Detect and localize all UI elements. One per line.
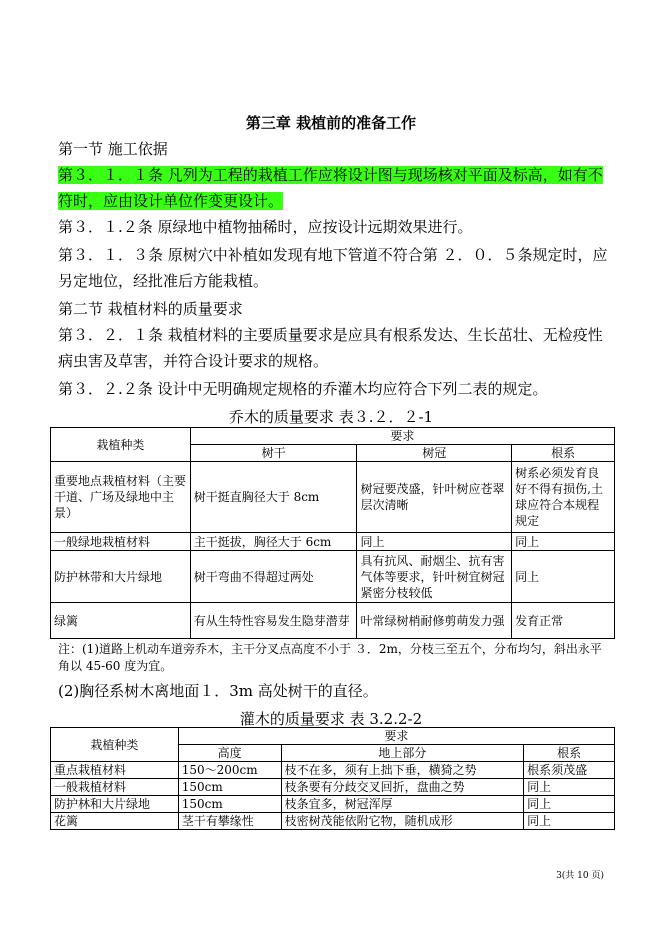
th-root: 根系 — [524, 745, 615, 762]
page-number: 3(共 10 页) — [556, 871, 604, 881]
table-row — [51, 813, 615, 830]
cell-crown: 树冠要茂盛，针叶树应苍翠层次清晰 — [357, 462, 512, 533]
chapter-title: 第三章 栽植前的准备工作 — [245, 114, 417, 132]
table-row — [51, 462, 615, 533]
cell-height: 150～200cm — [178, 762, 281, 779]
clause-3-1-3-line2: 另定地位，经批准后方能栽植。 — [58, 272, 269, 290]
cell-trunk: 主干挺拔，胸径大于 6cm — [190, 533, 357, 551]
table-row — [51, 533, 615, 551]
clause-3-1-2: 第３．１.２条 原绿地中植物抽稀时，应按设计远期效果进行。 — [58, 218, 473, 236]
cell-type: 一般栽植材料 — [51, 779, 179, 796]
clause-3-2-2: 第３．２.２条 设计中无明确规定规格的乔灌木均应符合下列二表的规定。 — [58, 380, 548, 398]
clause-3-1-1 — [58, 162, 606, 214]
cell-type: 绿篱 — [51, 603, 191, 639]
cell-type: 防护林带和大片绿地 — [51, 551, 191, 603]
cell-trunk: 树干弯曲不得超过两处 — [190, 551, 357, 603]
clause-3-2-1 — [58, 322, 606, 374]
cell-crown: 叶常绿树梢耐修剪萌发力强 — [357, 603, 512, 639]
cell-type: 一般绿地栽植材料 — [51, 533, 191, 551]
table-row — [51, 762, 615, 779]
th-type: 栽植种类 — [51, 428, 191, 462]
cell-crown: 具有抗风、耐烟尘、抗有害气体等要求，针叶树宜树冠紧密分枝较低 — [357, 551, 512, 603]
cell-root: 根系须茂盛 — [524, 762, 615, 779]
th-root: 根系 — [512, 445, 615, 462]
cell-type: 花篱 — [51, 813, 179, 830]
cell-root: 同上 — [512, 551, 615, 603]
cell-above: 枝不在多，须有上拙下垂，横猗之势 — [281, 762, 524, 779]
cell-root: 树系必须发育良好不得有损伤,土球应符合本规程规定 — [512, 462, 615, 533]
cell-root: 同上 — [512, 533, 615, 551]
table-note-2: (2)胸径系树木离地面１．3m 高处树干的直径。 — [58, 682, 378, 700]
highlight-line-2: 符时，应由设计单位作变更设计。 — [58, 192, 284, 210]
highlight-line-1: 第３．１．１条 凡列为工程的栽植工作应将设计图与现场核对平面及标高，如有不 — [58, 166, 603, 184]
table-row — [51, 779, 615, 796]
table1-caption: 乔木的质量要求 表３.２．２-1 — [228, 408, 434, 426]
clause-3-2-1-line2: 病虫害及草害，并符合设计要求的规格。 — [58, 352, 329, 370]
cell-height: 150cm — [178, 779, 281, 796]
cell-trunk: 树干挺直胸径大于 8cm — [190, 462, 357, 533]
th-height: 高度 — [178, 745, 281, 762]
clause-3-2-1-line1: 第３．２．１条 栽植材料的主要质量要求是应具有根系发达、生长茁壮、无检疫性 — [58, 326, 603, 344]
table-note: 注：(1)道路上机动车道旁乔木，主干分叉点高度不小于 ３．2m，分枝三至五个，分布均匀，斜出永平角以 45-60 度为宜。 — [58, 642, 602, 673]
cell-type: 重要地点栽植材料（主要干道、广场及绿地中主景） — [51, 462, 191, 533]
cell-type: 重点栽植材料 — [51, 762, 179, 779]
cell-root: 同上 — [524, 813, 615, 830]
cell-root: 同上 — [524, 779, 615, 796]
cell-type: 防护林和大片绿地 — [51, 796, 179, 813]
th-crown: 树冠 — [357, 445, 512, 462]
cell-above: 枝条要有分歧交叉回折，盘曲之势 — [281, 779, 524, 796]
table-row — [51, 796, 615, 813]
th-type: 栽植种类 — [51, 728, 179, 762]
cell-crown: 同上 — [357, 533, 512, 551]
tree-quality-table — [50, 427, 615, 639]
table-row — [51, 603, 615, 639]
th-trunk: 树干 — [190, 445, 357, 462]
table-row — [51, 551, 615, 603]
clause-3-1-3 — [58, 242, 606, 294]
cell-height: 150cm — [178, 796, 281, 813]
clause-3-1-3-line1: 第３．１．３条 原树穴中补植如发现有地下管道不符合第 ２．０．５条规定时，应 — [58, 246, 608, 264]
cell-height: 茎干有攀缘性 — [178, 813, 281, 830]
cell-root: 发育正常 — [512, 603, 615, 639]
th-requirement: 要求 — [190, 428, 614, 445]
shrub-quality-table — [50, 727, 615, 830]
table2-caption: 灌木的质量要求 表 3.2.2-2 — [239, 710, 423, 728]
th-requirement: 要求 — [178, 728, 614, 745]
section-heading-1: 第一节 施工依据 — [58, 140, 168, 158]
section-heading-2: 第二节 栽植材料的质量要求 — [58, 300, 243, 318]
cell-above: 枝条宜多，树冠浑厚 — [281, 796, 524, 813]
cell-above: 枝密树茂能依附它物，随机成形 — [281, 813, 524, 830]
th-above-ground: 地上部分 — [281, 745, 524, 762]
cell-root: 同上 — [524, 796, 615, 813]
cell-trunk: 有从生特性容易发生隐芽潜芽 — [190, 603, 357, 639]
